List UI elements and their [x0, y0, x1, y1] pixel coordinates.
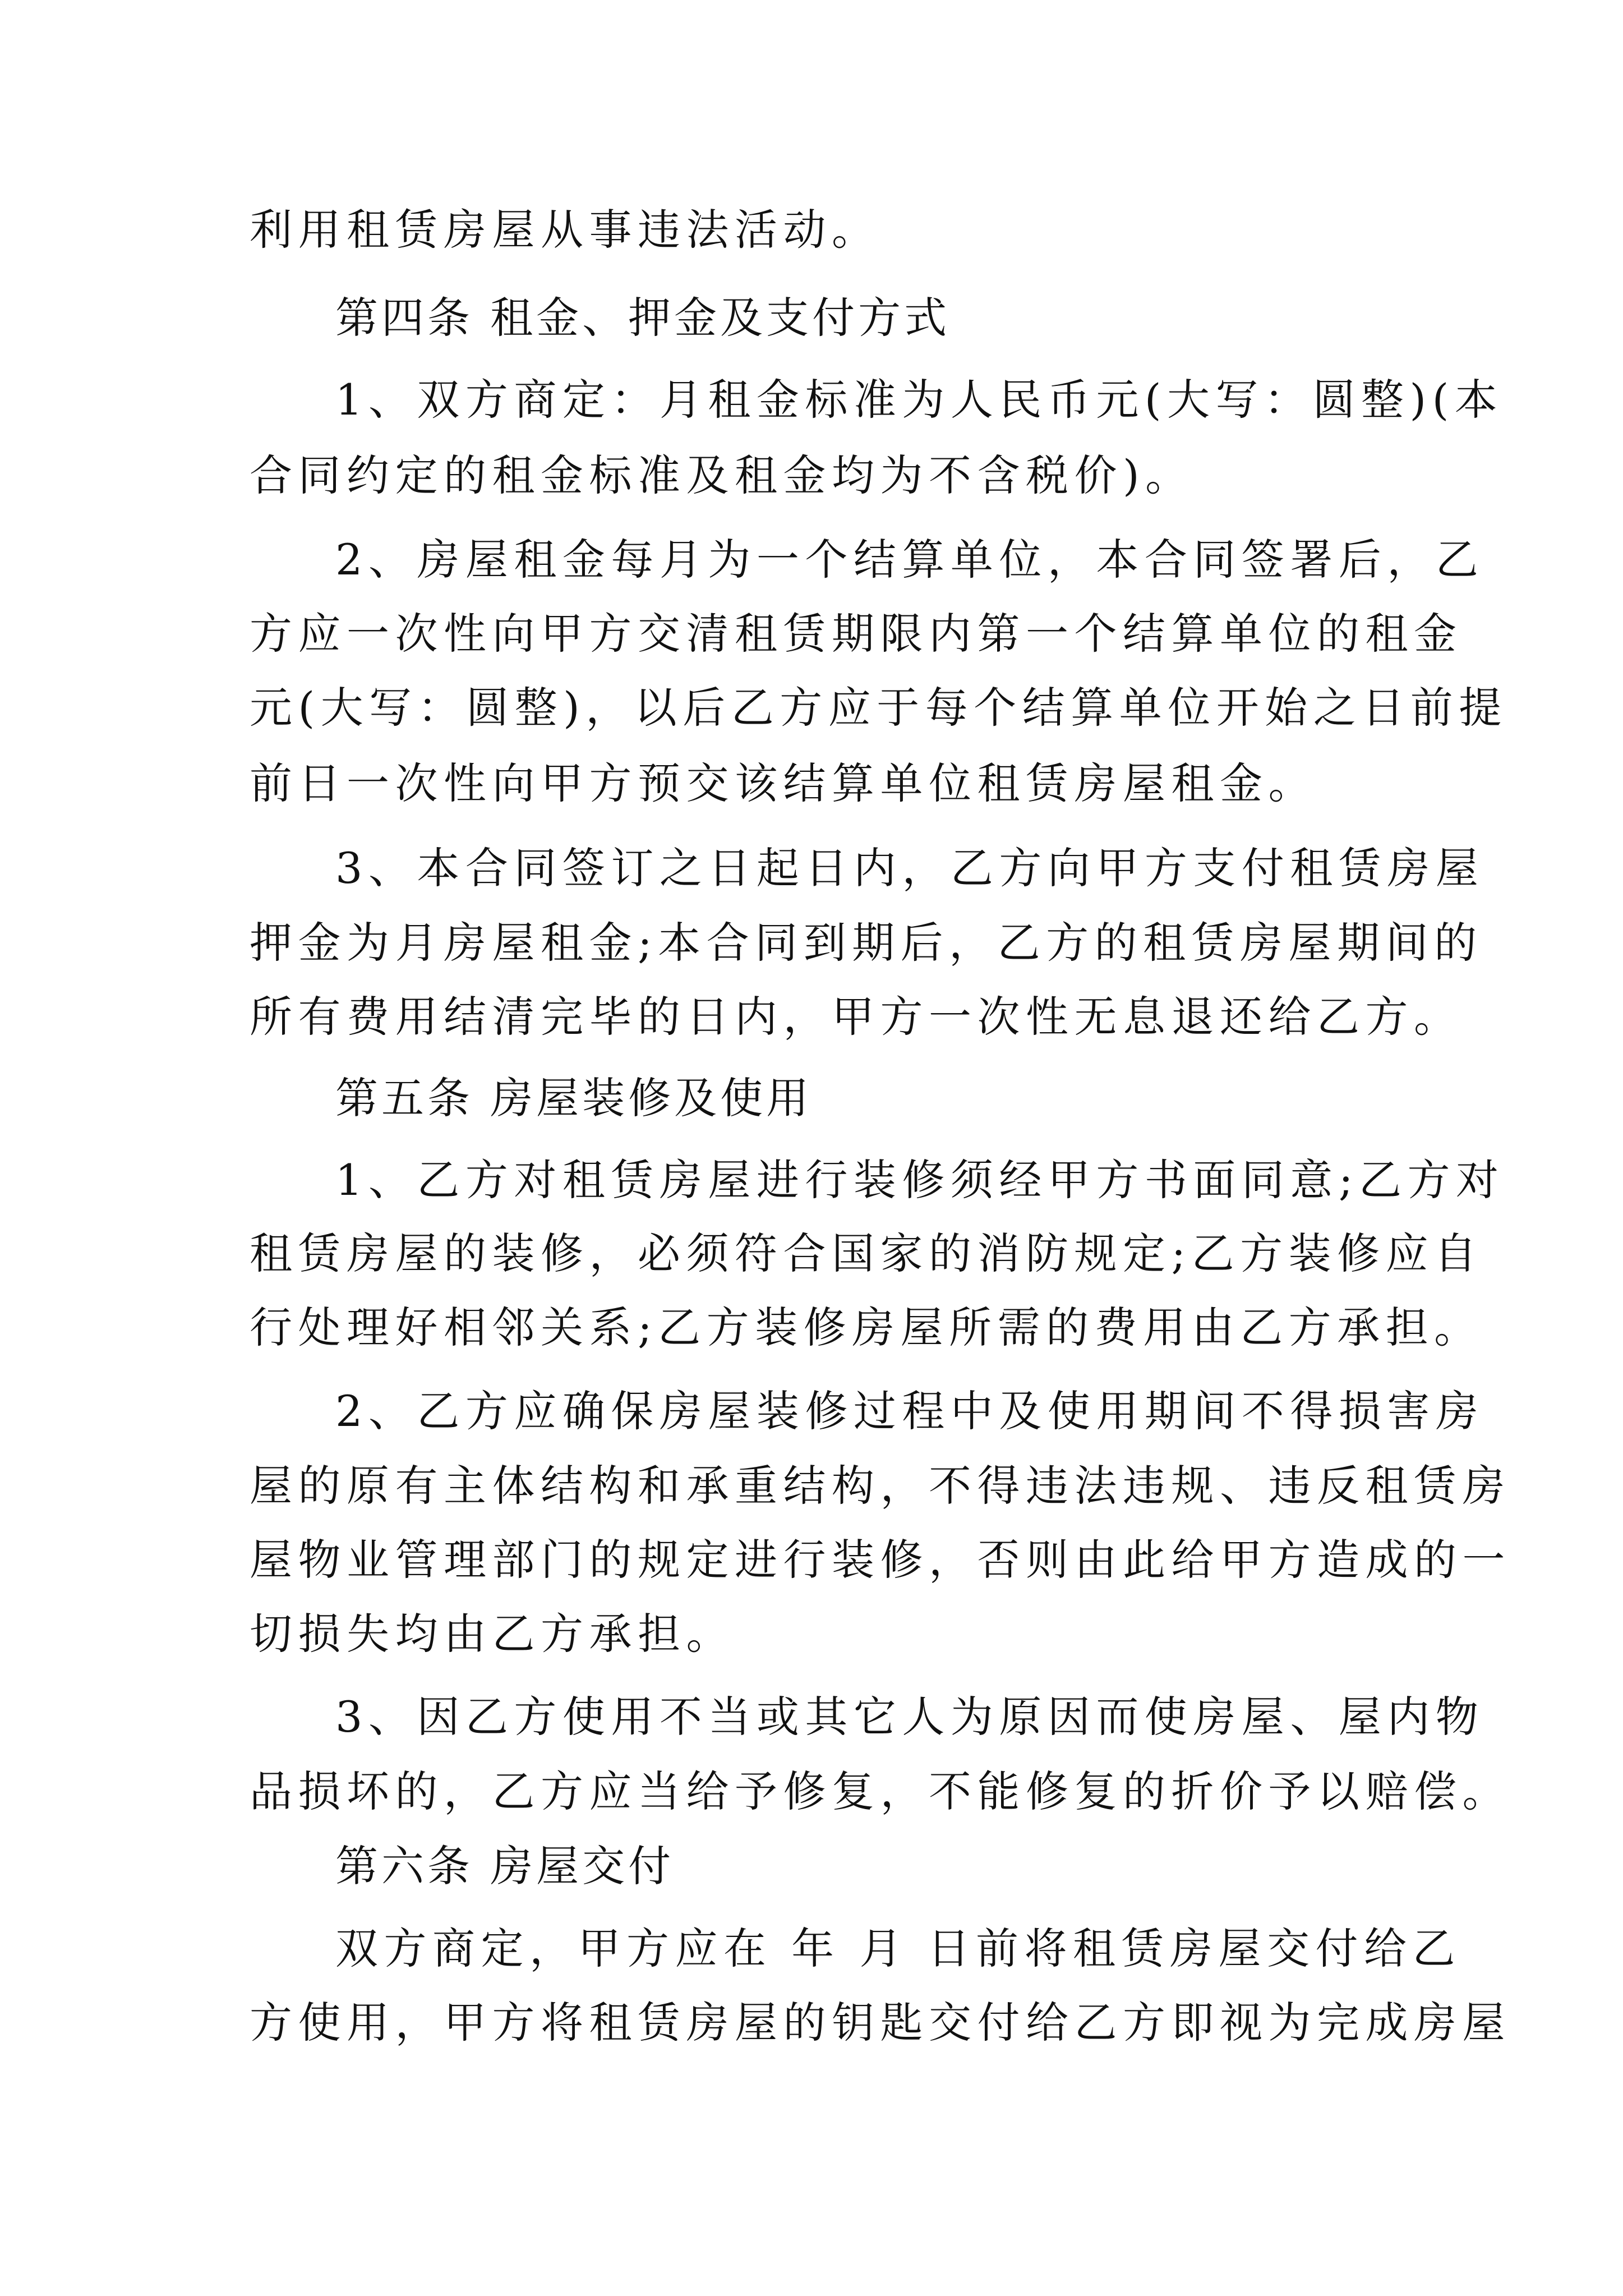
text-line: 所有费用结清完毕的日内，甲方一次性无息退还给乙方。: [250, 992, 1463, 1042]
text-line: 方使用，甲方将租赁房屋的钥匙交付给乙方即视为完成房屋: [250, 1998, 1511, 2047]
text-line: 1、双方商定：月租金标准为人民币元(大写：圆整)(本: [335, 375, 1504, 425]
section-heading: 第六条 房屋交付: [335, 1841, 675, 1891]
text-line: 2、房屋租金每月为一个结算单位，本合同签署后，乙: [335, 535, 1484, 585]
text-line: 品损坏的，乙方应当给予修复，不能修复的折价予以赔偿。: [250, 1766, 1511, 1816]
text-line: 双方商定，甲方应在 年 月 日前将租赁房屋交付给乙: [335, 1924, 1461, 1973]
text-line: 利用租赁房屋从事违法活动。: [250, 205, 880, 255]
text-line: 屋的原有主体结构和承重结构，不得违法违规、违反租赁房: [250, 1461, 1511, 1511]
section-heading: 第四条 租金、押金及支付方式: [335, 293, 951, 343]
text-line: 行处理好相邻关系;乙方装修房屋所需的费用由乙方承担。: [250, 1303, 1483, 1352]
text-line: 租赁房屋的装修，必须符合国家的消防规定;乙方装修应自: [250, 1228, 1483, 1278]
text-line: 押金为月房屋租金;本合同到期后，乙方的租赁房屋期间的: [250, 918, 1483, 968]
text-line: 3、本合同签订之日起日内，乙方向甲方支付租赁房屋: [335, 843, 1484, 893]
text-line: 合同约定的租金标准及租金均为不含税价)。: [250, 450, 1194, 500]
text-line: 切损失均由乙方承担。: [250, 1609, 735, 1659]
text-line: 屋物业管理部门的规定进行装修，否则由此给甲方造成的一: [250, 1535, 1511, 1585]
text-line: 1、乙方对租赁房屋进行装修须经甲方书面同意;乙方对: [335, 1155, 1505, 1205]
text-line: 前日一次性向甲方预交该结算单位租赁房屋租金。: [250, 758, 1317, 808]
text-line: 方应一次性向甲方交清租赁期限内第一个结算单位的租金: [250, 609, 1463, 659]
text-line: 3、因乙方使用不当或其它人为原因而使房屋、屋内物: [335, 1692, 1484, 1742]
section-heading: 第五条 房屋装修及使用: [335, 1073, 813, 1123]
text-line: 元(大写：圆整)，以后乙方应于每个结算单位开始之日前提: [250, 683, 1507, 733]
text-line: 2、乙方应确保房屋装修过程中及使用期间不得损害房: [335, 1386, 1484, 1436]
